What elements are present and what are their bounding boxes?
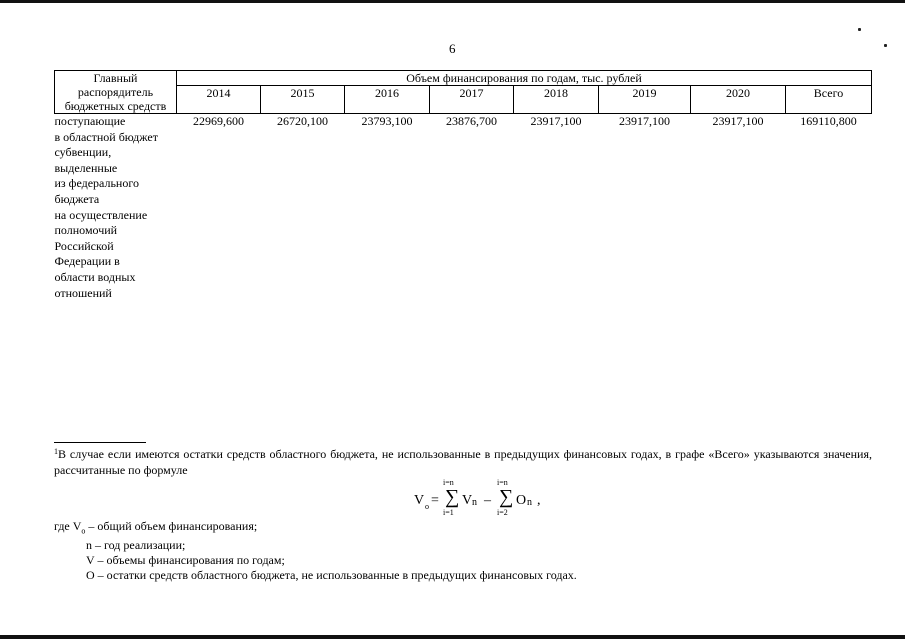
footnote-marker: 1 xyxy=(54,447,58,456)
year-header: 2016 xyxy=(345,86,430,114)
formula-sum1-lower: i=1 xyxy=(443,508,454,517)
explanation-rest: – общий объем финансирования; xyxy=(85,519,258,533)
footnote-separator xyxy=(54,442,146,443)
page-number: 6 xyxy=(449,41,456,56)
header-row-1 xyxy=(55,71,872,86)
formula-minus: – xyxy=(484,493,491,508)
year-header: 2019 xyxy=(599,86,691,114)
value-cell: 23917,100 xyxy=(530,114,582,128)
formula-lhs-sub: o xyxy=(425,502,429,511)
row-label-line: бюджета xyxy=(54,191,100,206)
row-label-line: Российской xyxy=(54,238,114,253)
year-header: 2020 xyxy=(691,86,786,114)
bottom-border xyxy=(0,635,905,639)
value-cell: 26720,100 xyxy=(277,114,328,128)
footnote-text: В случае если имеются остатки средств областного бюджета, не использованные в предыдущих финансовых годах, в графе «Всего» указываются значения, рассчитанные по формуле xyxy=(54,447,872,477)
header-main-manager xyxy=(55,71,177,114)
row-label-line: поступающие xyxy=(54,114,126,128)
total-header: Всего xyxy=(786,86,872,114)
year-header: 2018 xyxy=(514,86,599,114)
explanation-line: О – остатки средств областного бюджета, не использованные в предыдущих финансовых годах. xyxy=(86,568,577,583)
year-header: 2015 xyxy=(261,86,345,114)
formula-equals: = xyxy=(431,493,439,508)
row-label-line: в областной бюджет xyxy=(54,129,158,144)
value-cell: 22969,600 xyxy=(193,114,244,128)
funding-table xyxy=(54,70,872,301)
formula-term1-sub: n xyxy=(472,497,477,508)
table-row xyxy=(55,114,872,302)
value-cell: 23876,700 xyxy=(446,114,497,128)
value-cell: 23917,100 xyxy=(712,114,764,128)
formula-explanation xyxy=(54,519,872,583)
explanation-prefix: где V xyxy=(54,519,82,533)
formula-term2: O xyxy=(516,493,527,508)
header-row-years xyxy=(55,86,872,114)
total-value-cell: 169110,800 xyxy=(800,114,857,128)
explanation-sub: o xyxy=(81,526,86,536)
row-label-line: субвенции, xyxy=(54,145,112,160)
explanation-line xyxy=(54,519,872,538)
formula xyxy=(414,478,584,518)
row-label-line: области водных xyxy=(54,269,136,284)
footnote xyxy=(54,446,872,478)
formula-term1: V xyxy=(462,493,473,508)
value-cell: 23793,100 xyxy=(361,114,413,128)
formula-lhs: V xyxy=(414,493,425,508)
scan-speck xyxy=(884,44,887,47)
row-label-line: полномочий xyxy=(54,223,118,238)
explanation-line: n – год реализации; xyxy=(86,538,186,553)
year-header: 2014 xyxy=(177,86,261,114)
row-label-line: Федерации в xyxy=(54,254,120,269)
year-header: 2017 xyxy=(430,86,514,114)
header-funding-by-years: Объем финансирования по годам, тыс. рублей xyxy=(177,71,872,86)
value-cell: 23917,100 xyxy=(619,114,670,128)
top-border xyxy=(0,0,905,3)
header-line: Главный xyxy=(93,71,138,85)
explanation-line: V – объемы финансирования по годам; xyxy=(86,553,285,568)
formula-term2-sub: n xyxy=(527,497,532,508)
formula-sum1-upper: i=n xyxy=(443,478,454,487)
header-line: бюджетных средств xyxy=(64,99,167,113)
scan-speck xyxy=(858,28,861,31)
formula-sum2-lower: i=2 xyxy=(497,508,508,517)
row-label xyxy=(55,114,177,302)
row-label-line: на осуществление xyxy=(54,207,148,222)
row-label-line: выделенные xyxy=(54,160,118,175)
sum-symbol: ∑ xyxy=(499,486,514,508)
row-label-line: из федерального xyxy=(54,176,139,191)
row-label-line: отношений xyxy=(54,285,112,300)
formula-sum2-upper: i=n xyxy=(497,478,508,487)
sum-symbol: ∑ xyxy=(445,486,460,508)
header-line: распорядитель xyxy=(77,85,154,99)
formula-end: , xyxy=(537,493,541,508)
